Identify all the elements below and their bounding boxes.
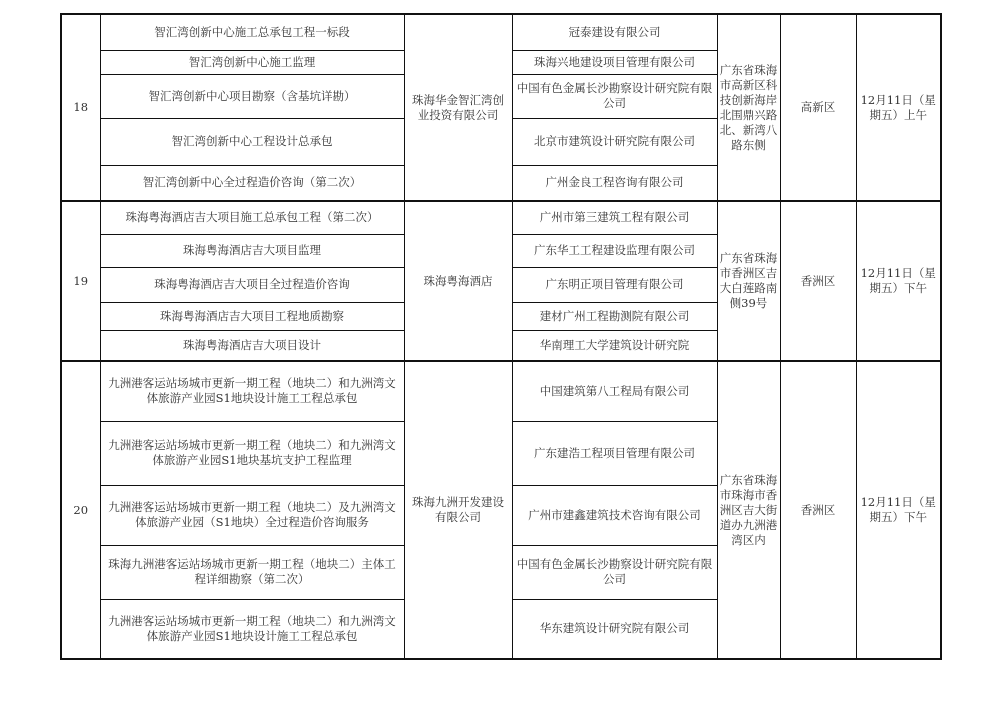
winning-bidder: 广东华工工程建设监理有限公司 [512,234,717,267]
row-number: 18 [61,14,100,201]
project-name: 九洲港客运站场城市更新一期工程（地块二）和九洲湾文体旅游产业园S1地块基坑支护工程监理 [100,421,404,485]
winning-bidder: 华南理工大学建筑设计研究院 [512,330,717,361]
project-name: 珠海粤海酒店吉大项目工程地质勘察 [100,302,404,330]
winning-bidder: 广东建浩工程项目管理有限公司 [512,421,717,485]
district: 高新区 [780,14,856,201]
winning-bidder: 广州市第三建筑工程有限公司 [512,201,717,234]
project-address: 广东省珠海市香洲区吉大白莲路南侧39号 [717,201,780,361]
winning-bidder: 广东明正项目管理有限公司 [512,267,717,302]
project-name: 九洲港客运站场城市更新一期工程（地块二）及九洲湾文体旅游产业园（S1地块）全过程造价咨询服务 [100,485,404,545]
project-name: 九洲港客运站场城市更新一期工程（地块二）和九洲湾文体旅游产业园S1地块设计施工工程总承包 [100,599,404,659]
project-name: 智汇湾创新中心工程设计总承包 [100,118,404,165]
project-name: 智汇湾创新中心施工监理 [100,50,404,74]
winning-bidder: 中国建筑第八工程局有限公司 [512,361,717,421]
winning-bidder: 广州金良工程咨询有限公司 [512,165,717,201]
project-name: 智汇湾创新中心施工总承包工程一标段 [100,14,404,50]
project-name: 智汇湾创新中心全过程造价咨询（第二次） [100,165,404,201]
owner-name: 珠海九洲开发建设有限公司 [404,361,512,659]
table-row [61,361,941,421]
district: 香洲区 [780,361,856,659]
winning-bidder: 珠海兴地建设项目管理有限公司 [512,50,717,74]
project-name: 九洲港客运站场城市更新一期工程（地块二）和九洲湾文体旅游产业园S1地块设计施工工程总承包 [100,361,404,421]
winning-bidder: 北京市建筑设计研究院有限公司 [512,118,717,165]
table-row [61,14,941,50]
owner-name: 珠海粤海酒店 [404,201,512,361]
winning-bidder: 华东建筑设计研究院有限公司 [512,599,717,659]
winning-bidder: 中国有色金属长沙勘察设计研究院有限公司 [512,545,717,599]
table-row [61,201,941,234]
winning-bidder: 中国有色金属长沙勘察设计研究院有限公司 [512,74,717,118]
winning-bidder: 冠泰建设有限公司 [512,14,717,50]
inspection-time: 12月11日（星期五）下午 [856,201,941,361]
project-name: 智汇湾创新中心项目勘察（含基坑详勘） [100,74,404,118]
district: 香洲区 [780,201,856,361]
project-address: 广东省珠海市珠海市香洲区吉大街道办九洲港湾区内 [717,361,780,659]
project-name: 珠海粤海酒店吉大项目全过程造价咨询 [100,267,404,302]
project-name: 珠海粤海酒店吉大项目监理 [100,234,404,267]
project-name: 珠海粤海酒店吉大项目施工总承包工程（第二次） [100,201,404,234]
inspection-time: 12月11日（星期五）下午 [856,361,941,659]
project-name: 珠海九洲港客运站场城市更新一期工程（地块二）主体工程详细勘察（第二次） [100,545,404,599]
winning-bidder: 建材广州工程勘测院有限公司 [512,302,717,330]
project-name: 珠海粤海酒店吉大项目设计 [100,330,404,361]
row-number: 19 [61,201,100,361]
winning-bidder: 广州市建鑫建筑技术咨询有限公司 [512,485,717,545]
owner-name: 珠海华金智汇湾创业投资有限公司 [404,14,512,201]
bid-results-table [60,13,942,660]
row-number: 20 [61,361,100,659]
inspection-time: 12月11日（星期五）上午 [856,14,941,201]
project-address: 广东省珠海市高新区科技创新海岸北围鼎兴路北、新湾八路东侧 [717,14,780,201]
